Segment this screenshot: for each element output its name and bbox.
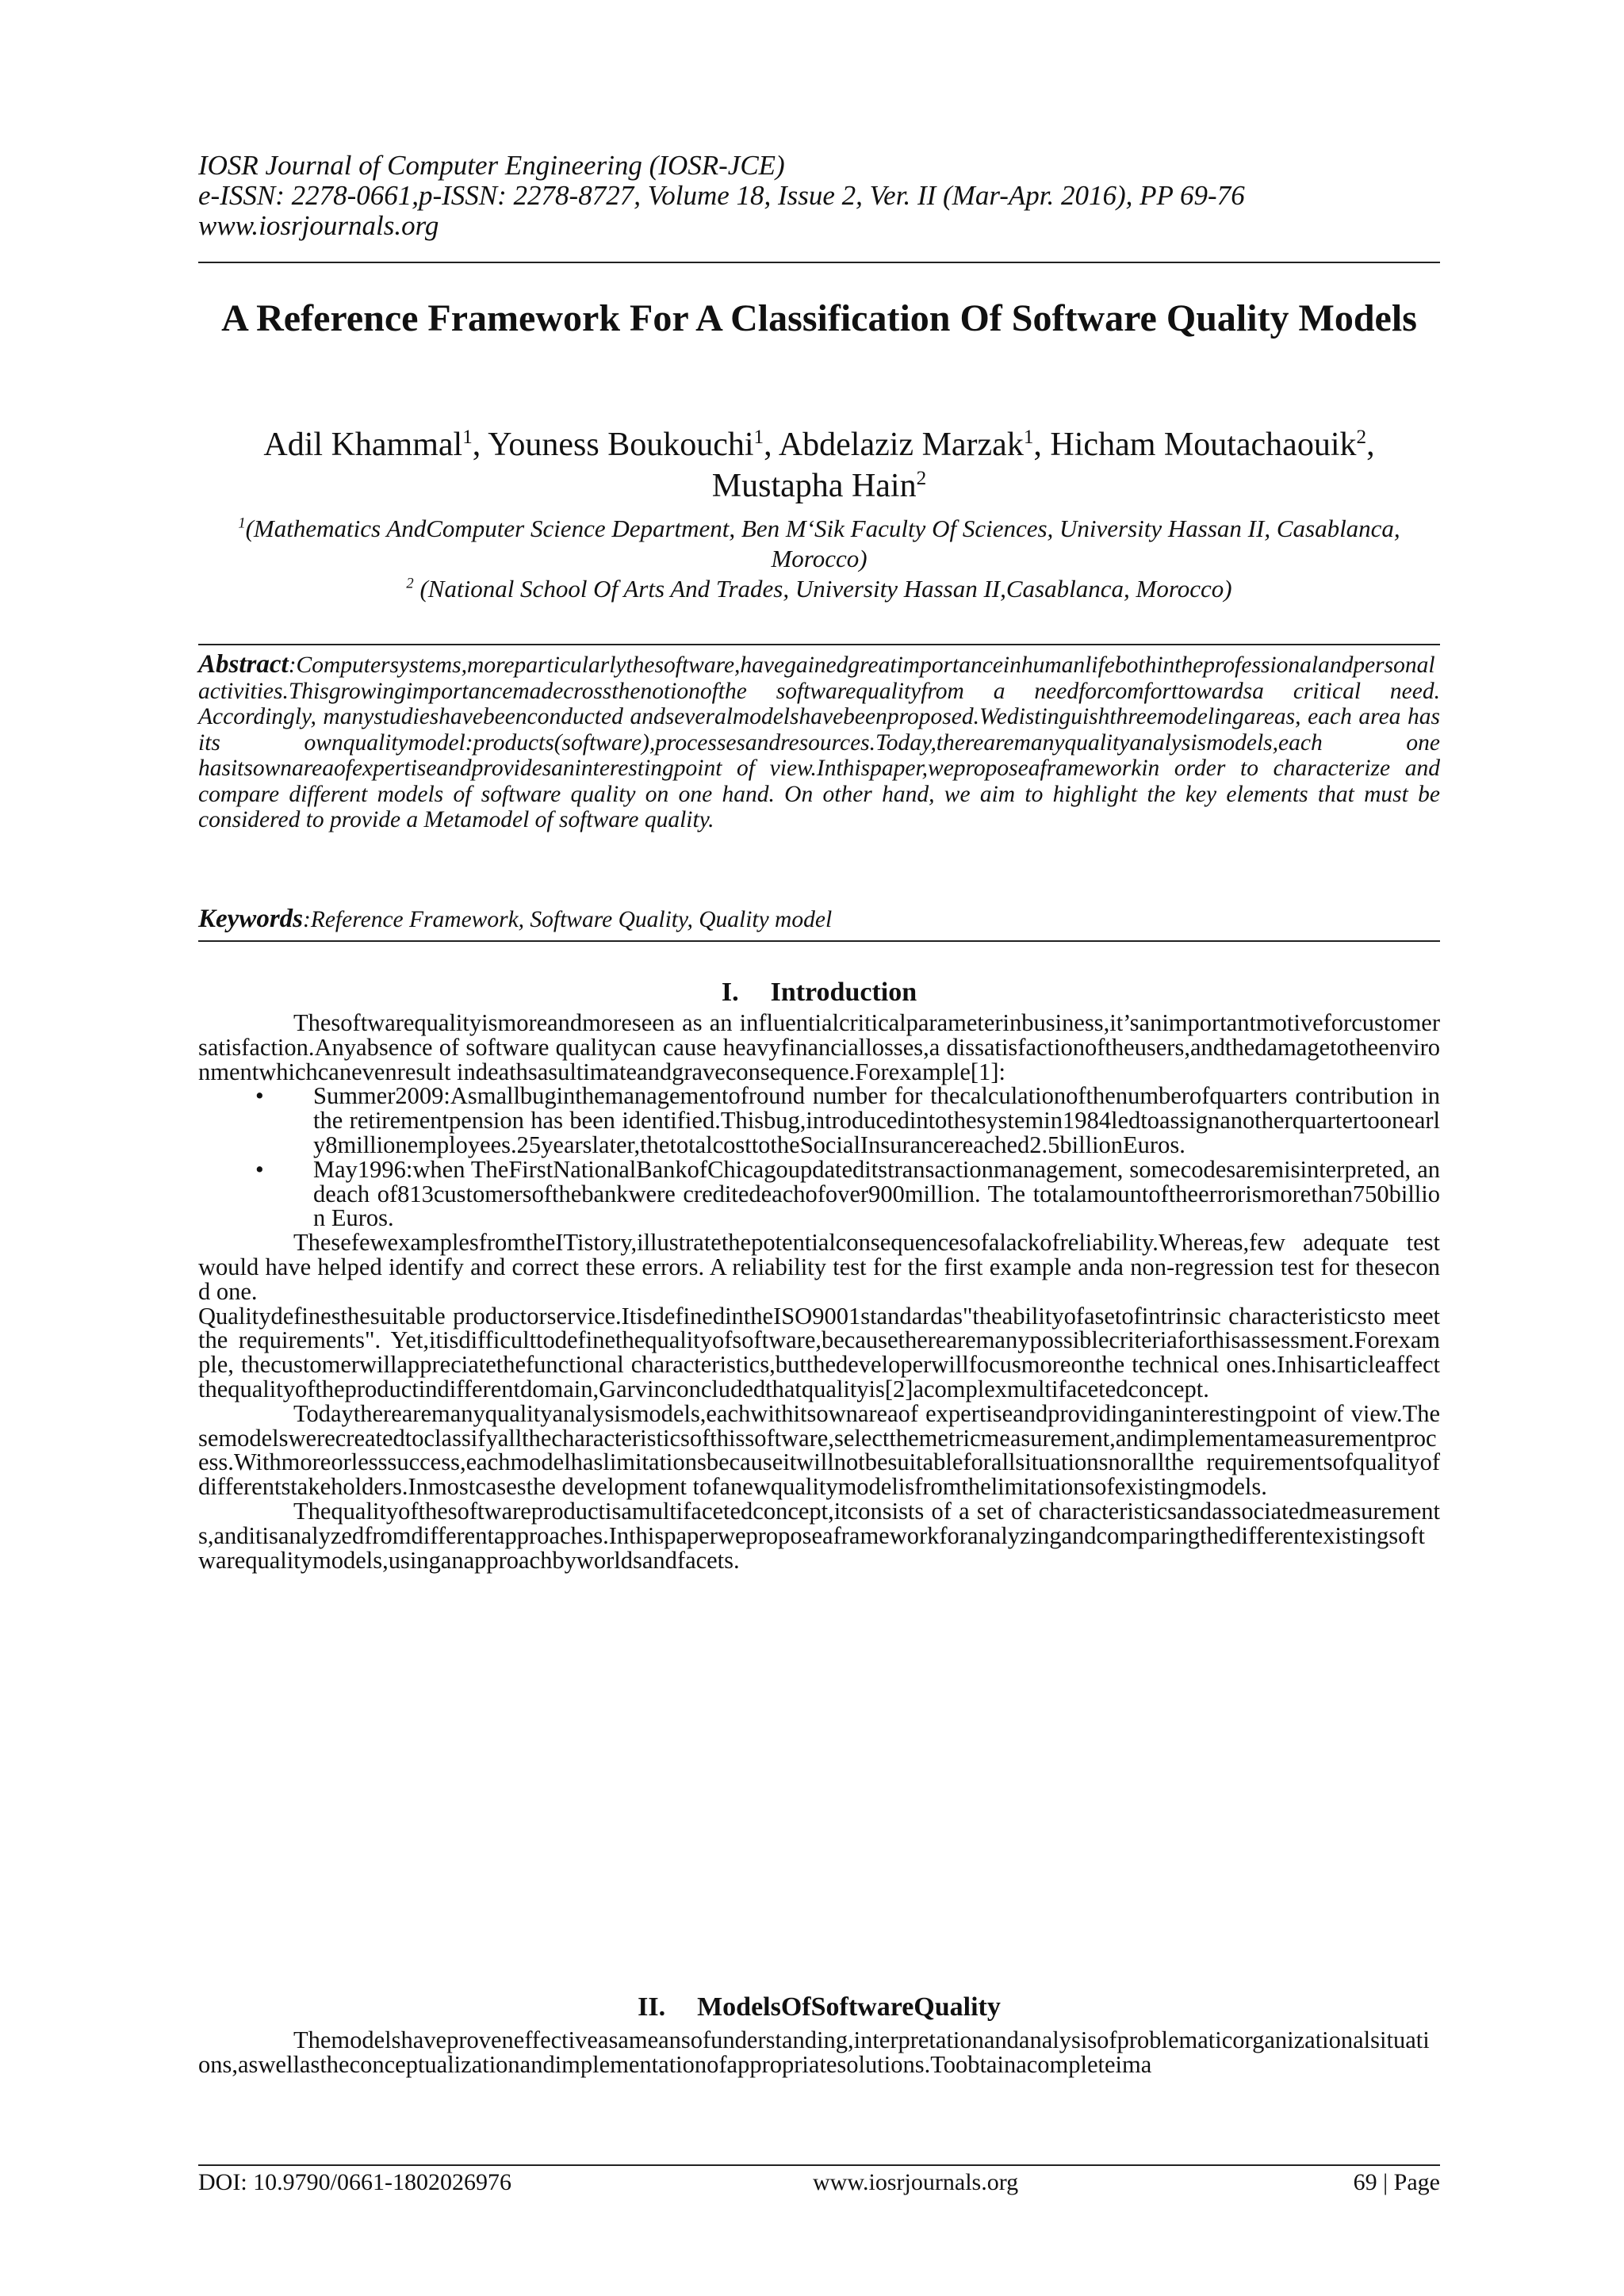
header-rule: [198, 262, 1440, 263]
author-name: Hicham Moutachaouik: [1050, 427, 1357, 463]
paragraph: Thequalityofthesoftwareproductisamultifacetedconcept,itconsists of a set of characteristicsandassociatedmeasurements,anditisanalyzedfromdifferentapproaches.Inthispaperweproposeaframeworkforanalyzingandcomparingthedifferentexistingsoftwarequalitymodels,usinganapproachbyworldsandfacets.: [198, 1497, 1440, 1574]
affiliations: [198, 514, 1440, 604]
author-name: Mustapha Hain: [711, 468, 917, 504]
paragraph: Todaytherearemanyqualityanalysismodels,eachwithitsownareaof expertiseandprovidinganinterestingpoint of view.Thesemodelswerecreatedtoclassifyallthecharacteristicsofthissoftware,selectthemetricmeasurement,andimplementameasurementprocess.Withmoreorlesssuccess,eachmodelhaslimitationsbecauseitwillnotbesuitableforallsituationsnorallthe requirementsofqualityofdifferentstakeholders.Inmostcasesthe development tofanewqualitymodelisfromthelimitationsofexistingmodels.: [198, 1399, 1440, 1501]
paragraph: ThesefewexamplesfromtheITistory,illustratethepotentialconsequencesofalackofreliability.Whereas,few adequate test would have helped identify and correct these errors. A reliability test for the first example anda non-regression test for thesecond one.: [198, 1229, 1440, 1305]
author-affil-sup: 1: [462, 427, 473, 448]
abstract-bottom-rule: [198, 940, 1440, 942]
author-affil-sup: 1: [753, 427, 764, 448]
paper-title: A Reference Framework For A Classification Of Software Quality Models: [221, 297, 1417, 339]
introduction-body: [198, 1011, 1440, 1572]
abstract-label: Abstract: [198, 650, 289, 679]
paragraph: Qualitydefinesthesuitable productorservice.ItisdefinedintheISO9001standardas"theabilityofasetofintrinsic characteristicsto meet the requirements". Yet,itisdifficulttodefinethequalityofsoftware,becausetherearemanypossiblecriteriaforthisassessment.Forexample, thecustomerwillappreciatethefunctional characteristics,butthedeveloperwillfocusmoreonthe technical ones.Inhisarticleaffectthequalityoftheproductindifferentdomain,Garvinconcludedthatqualityis[2]acomplexmultifacetedconcept.: [198, 1302, 1440, 1402]
example-list: [198, 1084, 1440, 1230]
keywords: [198, 905, 1440, 933]
journal-header: [198, 151, 1440, 241]
models-body: [198, 2028, 1440, 2077]
author-affil-sup: 2: [916, 468, 927, 489]
footer-page-number: 69 | Page: [1353, 2169, 1440, 2195]
abstract: [198, 652, 1440, 833]
list-item: • Summer2009:Asmallbuginthemanagementofround number for thecalculationofthenumberofquarters contribution in the retirementpension has been identified.Thisbug,introducedintothesystemin1984ledtoassignanotherquartertoonearly8millionemployees.25yearslater,thetotalcosttotheSocialInsurancereached2.5billionEuros.: [255, 1082, 1440, 1158]
abstract-text: :Computersystems,moreparticularlythesoftware,havegainedgreatimportanceinhumanlifebothintheprofessionalandpersonalactivities.Thisgrowingimportancemadecrossthenotionofthe softwarequalityfrom a needforcomforttowardsa critical need. Accordingly, manystudieshavebeenconducted andseveralmodelshavebeenproposed.Wedistinguishthreemodelingareas, each area has its ownqualitymodel:products(software),processesandresources.Today,therearemanyqualityanalysismodels,each one hasitsownareaofexpertiseandprovidesaninterestingpoint of view.Inthispaper,weproposeaframeworkin order to characterize and compare different models of software quality on one hand. On other hand, we aim to highlight the key elements that must be considered to provide a Metamodel of software quality.: [198, 652, 1440, 832]
author-name: Abdelaziz Marzak: [778, 427, 1024, 463]
list-item: • May1996:when TheFirstNationalBankofChicagoupdateditstransactionmanagement, somecodesaremisinterpreted, andeach of813customersofthebankwere creditedeachofover900million. The totalamountoftheerrorismorethan750billion Euros.: [255, 1155, 1440, 1232]
keywords-label: Keywords: [198, 905, 303, 933]
footer-rule: [198, 2164, 1440, 2166]
abstract-top-rule: [198, 644, 1440, 645]
footer-doi: DOI: 10.9790/0661-1802026976: [198, 2169, 511, 2195]
footer-website: www.iosrjournals.org: [813, 2169, 1019, 2195]
journal-name: IOSR Journal of Computer Engineering (IOSR-JCE): [198, 150, 785, 181]
section-heading-introduction: I. Introduction: [721, 978, 917, 1007]
paragraph: Thesoftwarequalityismoreandmoreseen as an influentialcriticalparameterinbusiness,it’sanimportantmotiveforcustomersatisfaction.Anyabsence of software qualitycan cause heavyfinanciallosses,a dissatisfactionoftheusers,andthedamagetotheenvironmentwhichcanevenresult indeathsasultimateandgraveconsequence.Forexample[1]:: [198, 1009, 1440, 1085]
paragraph: Themodelshaveproveneffectiveasameansofunderstanding,interpretationandanalysisofproblematicorganizationalsituations,aswellastheconceptualizationandimplementationofappropriatesolutions.Toobtainacompleteima: [198, 2026, 1430, 2078]
section-heading-models: II. ModelsOfSoftwareQuality: [638, 1992, 1001, 2022]
journal-issn: e-ISSN: 2278-0661,p-ISSN: 2278-8727, Volume 18, Issue 2, Ver. II (Mar-Apr. 2016), PP 69-76: [198, 180, 1245, 211]
affiliation-1: $^1$(Mathematics AndComputer Science Department, Ben M‘Sik Faculty Of Sciences, University Hassan II, Casablanca, Morocco): [238, 515, 1400, 572]
bullet-icon: •: [255, 1155, 264, 1183]
keywords-text: :Reference Framework, Software Quality, Quality model: [303, 907, 833, 932]
author-affil-sup: 2: [1356, 427, 1367, 448]
bullet-icon: •: [255, 1082, 264, 1110]
journal-website: www.iosrjournals.org: [198, 210, 439, 241]
author-list: Adil Khammal$^1$, Youness Boukouchi$^1$, Abdelaziz Marzak$^1$, Hicham Moutachaouik$^2$, Mustapha Hain$^2$: [263, 427, 1375, 504]
affiliation-2: $^2$ (National School Of Arts And Trades, University Hassan II,Casablanca, Morocco): [406, 575, 1232, 603]
author-affil-sup: 1: [1023, 427, 1034, 448]
author-name: Adil Khammal: [263, 427, 463, 463]
author-name: Youness Boukouchi: [488, 427, 754, 463]
